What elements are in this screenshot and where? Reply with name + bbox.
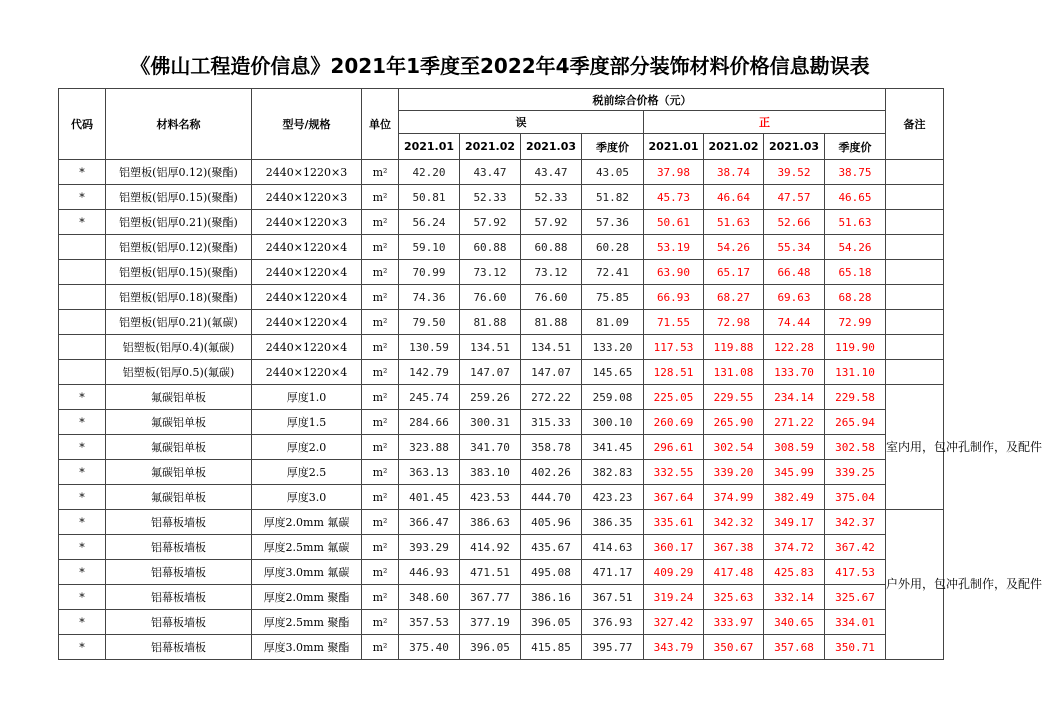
header-remark: 备注 (886, 89, 944, 160)
cell-correct-price: 55.34 (764, 235, 825, 260)
cell-correct-price: 265.94 (825, 410, 886, 435)
cell-spec: 2440×1220×4 (252, 335, 362, 360)
cell-correct-price: 74.44 (764, 310, 825, 335)
cell-wrong-price: 70.99 (399, 260, 460, 285)
cell-unit: m² (362, 585, 399, 610)
cell-correct-price: 342.37 (825, 510, 886, 535)
cell-wrong-price: 133.20 (582, 335, 644, 360)
cell-wrong-price: 134.51 (521, 335, 582, 360)
cell-correct-price: 409.29 (644, 560, 704, 585)
cell-unit: m² (362, 160, 399, 185)
cell-wrong-price: 396.05 (460, 635, 521, 660)
cell-material-name: 铝塑板(铝厚0.18)(聚酯) (106, 285, 252, 310)
cell-wrong-price: 363.13 (399, 460, 460, 485)
cell-code: * (59, 635, 106, 660)
table-row (59, 285, 944, 310)
header-spec: 型号/规格 (252, 89, 362, 160)
cell-wrong-price: 395.77 (582, 635, 644, 660)
cell-correct-price: 308.59 (764, 435, 825, 460)
cell-correct-price: 265.90 (704, 410, 764, 435)
cell-correct-price: 128.51 (644, 360, 704, 385)
cell-material-name: 氟碳铝单板 (106, 385, 252, 410)
cell-correct-price: 374.72 (764, 535, 825, 560)
cell-unit: m² (362, 335, 399, 360)
cell-remark-empty (886, 335, 944, 360)
cell-correct-price: 122.28 (764, 335, 825, 360)
cell-correct-price: 46.64 (704, 185, 764, 210)
cell-wrong-price: 435.67 (521, 535, 582, 560)
cell-material-name: 铝幕板墙板 (106, 585, 252, 610)
cell-wrong-price: 81.09 (582, 310, 644, 335)
table-row (59, 510, 944, 535)
cell-correct-price: 325.63 (704, 585, 764, 610)
cell-correct-price: 271.22 (764, 410, 825, 435)
header-price-group: 税前综合价格（元） (399, 89, 886, 111)
cell-unit: m² (362, 385, 399, 410)
cell-unit: m² (362, 185, 399, 210)
cell-spec: 2440×1220×4 (252, 260, 362, 285)
cell-wrong-price: 57.36 (582, 210, 644, 235)
cell-code: * (59, 535, 106, 560)
cell-correct-price: 66.48 (764, 260, 825, 285)
cell-spec: 厚度1.0 (252, 385, 362, 410)
cell-wrong-price: 43.47 (460, 160, 521, 185)
cell-correct-price: 54.26 (704, 235, 764, 260)
cell-wrong-price: 43.47 (521, 160, 582, 185)
cell-correct-price: 335.61 (644, 510, 704, 535)
table-body (59, 160, 1042, 660)
cell-wrong-price: 245.74 (399, 385, 460, 410)
cell-wrong-price: 74.36 (399, 285, 460, 310)
cell-material-name: 铝塑板(铝厚0.15)(聚酯) (106, 260, 252, 285)
cell-code: * (59, 160, 106, 185)
cell-material-name: 铝塑板(铝厚0.4)(氟碳) (106, 335, 252, 360)
cell-remark: 室内用，包冲孔制作，及配件 (886, 385, 944, 510)
cell-wrong-price: 130.59 (399, 335, 460, 360)
cell-wrong-price: 300.31 (460, 410, 521, 435)
header-code: 代码 (59, 89, 106, 160)
cell-correct-price: 367.42 (825, 535, 886, 560)
cell-code: * (59, 460, 106, 485)
page-title: 《佛山工程造价信息》2021年1季度至2022年4季度部分装饰材料价格信息勘误表 (130, 54, 870, 78)
cell-wrong-price: 414.92 (460, 535, 521, 560)
cell-spec: 厚度2.5mm 聚酯 (252, 610, 362, 635)
header-right: 正 (644, 111, 886, 134)
cell-wrong-price: 145.65 (582, 360, 644, 385)
cell-correct-price: 327.42 (644, 610, 704, 635)
cell-wrong-price: 142.79 (399, 360, 460, 385)
cell-correct-price: 133.70 (764, 360, 825, 385)
cell-wrong-price: 323.88 (399, 435, 460, 460)
cell-wrong-price: 446.93 (399, 560, 460, 585)
cell-correct-price: 333.97 (704, 610, 764, 635)
cell-wrong-price: 134.51 (460, 335, 521, 360)
cell-material-name: 铝塑板(铝厚0.15)(聚酯) (106, 185, 252, 210)
cell-correct-price: 117.53 (644, 335, 704, 360)
cell-material-name: 铝塑板(铝厚0.5)(氟碳) (106, 360, 252, 385)
cell-correct-price: 119.88 (704, 335, 764, 360)
cell-unit: m² (362, 210, 399, 235)
cell-code: * (59, 410, 106, 435)
table-row (59, 535, 944, 560)
table-row (59, 360, 944, 385)
cell-wrong-price: 386.16 (521, 585, 582, 610)
cell-spec: 厚度2.0mm 聚酯 (252, 585, 362, 610)
cell-correct-price: 302.54 (704, 435, 764, 460)
cell-unit: m² (362, 435, 399, 460)
cell-correct-price: 38.74 (704, 160, 764, 185)
errata-table (58, 88, 1042, 660)
cell-spec: 厚度2.5 (252, 460, 362, 485)
cell-material-name: 铝塑板(铝厚0.12)(聚酯) (106, 160, 252, 185)
table-row (59, 610, 944, 635)
cell-wrong-price: 79.50 (399, 310, 460, 335)
header-right-period: 2021.03 (764, 134, 825, 160)
cell-wrong-price: 415.85 (521, 635, 582, 660)
cell-correct-price: 71.55 (644, 310, 704, 335)
cell-correct-price: 360.17 (644, 535, 704, 560)
cell-correct-price: 39.52 (764, 160, 825, 185)
cell-material-name: 铝幕板墙板 (106, 510, 252, 535)
cell-correct-price: 65.17 (704, 260, 764, 285)
header-right-period: 2021.02 (704, 134, 764, 160)
cell-code: * (59, 560, 106, 585)
cell-remark-empty (886, 285, 944, 310)
cell-correct-price: 349.17 (764, 510, 825, 535)
table-row (59, 235, 944, 260)
cell-wrong-price: 377.19 (460, 610, 521, 635)
cell-wrong-price: 315.33 (521, 410, 582, 435)
cell-wrong-price: 386.35 (582, 510, 644, 535)
cell-remark-empty (886, 235, 944, 260)
cell-spec: 厚度2.0mm 氟碳 (252, 510, 362, 535)
cell-wrong-price: 81.88 (521, 310, 582, 335)
cell-wrong-price: 375.40 (399, 635, 460, 660)
cell-wrong-price: 272.22 (521, 385, 582, 410)
header-right-period: 季度价 (825, 134, 886, 160)
cell-correct-price: 229.58 (825, 385, 886, 410)
cell-code: * (59, 385, 106, 410)
cell-wrong-price: 401.45 (399, 485, 460, 510)
cell-spec: 2440×1220×3 (252, 160, 362, 185)
cell-correct-price: 46.65 (825, 185, 886, 210)
cell-correct-price: 131.10 (825, 360, 886, 385)
cell-spec: 厚度2.0 (252, 435, 362, 460)
cell-correct-price: 375.04 (825, 485, 886, 510)
cell-wrong-price: 402.26 (521, 460, 582, 485)
cell-code: * (59, 210, 106, 235)
cell-spec: 厚度1.5 (252, 410, 362, 435)
cell-correct-price: 319.24 (644, 585, 704, 610)
cell-wrong-price: 495.08 (521, 560, 582, 585)
cell-material-name: 铝塑板(铝厚0.21)(氟碳) (106, 310, 252, 335)
cell-wrong-price: 52.33 (460, 185, 521, 210)
table-row (59, 460, 944, 485)
cell-spec: 2440×1220×4 (252, 310, 362, 335)
cell-wrong-price: 42.20 (399, 160, 460, 185)
cell-correct-price: 425.83 (764, 560, 825, 585)
cell-wrong-price: 57.92 (521, 210, 582, 235)
cell-wrong-price: 367.51 (582, 585, 644, 610)
cell-correct-price: 225.05 (644, 385, 704, 410)
cell-wrong-price: 382.83 (582, 460, 644, 485)
cell-spec: 2440×1220×3 (252, 210, 362, 235)
cell-correct-price: 54.26 (825, 235, 886, 260)
cell-code (59, 285, 106, 310)
cell-unit: m² (362, 410, 399, 435)
header-wrong-period: 季度价 (582, 134, 644, 160)
cell-correct-price: 302.58 (825, 435, 886, 460)
cell-wrong-price: 423.23 (582, 485, 644, 510)
cell-correct-price: 296.61 (644, 435, 704, 460)
cell-code (59, 260, 106, 285)
cell-correct-price: 63.90 (644, 260, 704, 285)
table-row (59, 635, 944, 660)
cell-wrong-price: 366.47 (399, 510, 460, 535)
cell-remark-empty (886, 360, 944, 385)
cell-correct-price: 332.14 (764, 585, 825, 610)
cell-correct-price: 343.79 (644, 635, 704, 660)
cell-wrong-price: 75.85 (582, 285, 644, 310)
cell-correct-price: 38.75 (825, 160, 886, 185)
cell-unit: m² (362, 285, 399, 310)
cell-wrong-price: 57.92 (460, 210, 521, 235)
cell-correct-price: 51.63 (825, 210, 886, 235)
cell-wrong-price: 357.53 (399, 610, 460, 635)
cell-correct-price: 51.63 (704, 210, 764, 235)
cell-correct-price: 334.01 (825, 610, 886, 635)
cell-material-name: 氟碳铝单板 (106, 460, 252, 485)
cell-wrong-price: 73.12 (460, 260, 521, 285)
cell-spec: 2440×1220×4 (252, 360, 362, 385)
cell-unit: m² (362, 610, 399, 635)
cell-unit: m² (362, 510, 399, 535)
cell-code: * (59, 510, 106, 535)
cell-unit: m² (362, 560, 399, 585)
cell-wrong-price: 471.17 (582, 560, 644, 585)
cell-wrong-price: 386.63 (460, 510, 521, 535)
cell-spec: 2440×1220×4 (252, 235, 362, 260)
cell-correct-price: 45.73 (644, 185, 704, 210)
cell-remark-empty (886, 260, 944, 285)
header-unit: 单位 (362, 89, 399, 160)
cell-correct-price: 68.27 (704, 285, 764, 310)
cell-wrong-price: 348.60 (399, 585, 460, 610)
cell-correct-price: 374.99 (704, 485, 764, 510)
cell-remark: 户外用，包冲孔制作，及配件 (886, 510, 944, 660)
table-row (59, 210, 944, 235)
cell-material-name: 铝幕板墙板 (106, 535, 252, 560)
cell-correct-price: 350.67 (704, 635, 764, 660)
cell-wrong-price: 76.60 (460, 285, 521, 310)
cell-unit: m² (362, 235, 399, 260)
table-row (59, 585, 944, 610)
cell-wrong-price: 72.41 (582, 260, 644, 285)
cell-unit: m² (362, 635, 399, 660)
cell-correct-price: 50.61 (644, 210, 704, 235)
cell-remark-empty (886, 310, 944, 335)
header-wrong-period: 2021.02 (460, 134, 521, 160)
cell-material-name: 铝幕板墙板 (106, 635, 252, 660)
cell-wrong-price: 284.66 (399, 410, 460, 435)
cell-correct-price: 367.64 (644, 485, 704, 510)
cell-material-name: 氟碳铝单板 (106, 485, 252, 510)
table-row (59, 485, 944, 510)
cell-correct-price: 367.38 (704, 535, 764, 560)
cell-wrong-price: 376.93 (582, 610, 644, 635)
cell-spec: 2440×1220×3 (252, 185, 362, 210)
cell-wrong-price: 471.51 (460, 560, 521, 585)
cell-wrong-price: 43.05 (582, 160, 644, 185)
cell-remark-empty (886, 185, 944, 210)
table-row (59, 385, 944, 410)
cell-wrong-price: 56.24 (399, 210, 460, 235)
cell-wrong-price: 405.96 (521, 510, 582, 535)
cell-correct-price: 357.68 (764, 635, 825, 660)
cell-wrong-price: 52.33 (521, 185, 582, 210)
cell-correct-price: 260.69 (644, 410, 704, 435)
header-material-name: 材料名称 (106, 89, 252, 160)
cell-spec: 厚度3.0mm 聚酯 (252, 635, 362, 660)
cell-wrong-price: 393.29 (399, 535, 460, 560)
cell-unit: m² (362, 535, 399, 560)
cell-code: * (59, 185, 106, 210)
cell-wrong-price: 76.60 (521, 285, 582, 310)
cell-material-name: 铝塑板(铝厚0.21)(聚酯) (106, 210, 252, 235)
cell-unit: m² (362, 260, 399, 285)
cell-code: * (59, 485, 106, 510)
cell-wrong-price: 341.70 (460, 435, 521, 460)
cell-wrong-price: 51.82 (582, 185, 644, 210)
cell-wrong-price: 414.63 (582, 535, 644, 560)
cell-wrong-price: 423.53 (460, 485, 521, 510)
cell-material-name: 铝幕板墙板 (106, 610, 252, 635)
cell-code (59, 235, 106, 260)
cell-unit: m² (362, 310, 399, 335)
cell-material-name: 氟碳铝单板 (106, 435, 252, 460)
cell-correct-price: 417.48 (704, 560, 764, 585)
cell-wrong-price: 73.12 (521, 260, 582, 285)
cell-code (59, 310, 106, 335)
cell-wrong-price: 147.07 (521, 360, 582, 385)
cell-correct-price: 69.63 (764, 285, 825, 310)
cell-correct-price: 345.99 (764, 460, 825, 485)
table-row (59, 310, 944, 335)
cell-wrong-price: 367.77 (460, 585, 521, 610)
table-row (59, 260, 944, 285)
table-row (59, 435, 944, 460)
cell-wrong-price: 259.26 (460, 385, 521, 410)
cell-correct-price: 350.71 (825, 635, 886, 660)
cell-wrong-price: 60.88 (521, 235, 582, 260)
cell-code (59, 335, 106, 360)
cell-correct-price: 417.53 (825, 560, 886, 585)
cell-wrong-price: 341.45 (582, 435, 644, 460)
cell-correct-price: 340.65 (764, 610, 825, 635)
cell-wrong-price: 396.05 (521, 610, 582, 635)
cell-wrong-price: 300.10 (582, 410, 644, 435)
cell-correct-price: 339.20 (704, 460, 764, 485)
cell-correct-price: 229.55 (704, 385, 764, 410)
cell-correct-price: 119.90 (825, 335, 886, 360)
cell-correct-price: 37.98 (644, 160, 704, 185)
cell-correct-price: 68.28 (825, 285, 886, 310)
header-wrong-period: 2021.03 (521, 134, 582, 160)
cell-code (59, 360, 106, 385)
cell-wrong-price: 147.07 (460, 360, 521, 385)
cell-correct-price: 53.19 (644, 235, 704, 260)
cell-wrong-price: 81.88 (460, 310, 521, 335)
cell-correct-price: 342.32 (704, 510, 764, 535)
cell-correct-price: 325.67 (825, 585, 886, 610)
table-row (59, 335, 944, 360)
cell-spec: 厚度3.0 (252, 485, 362, 510)
table-row (59, 410, 944, 435)
cell-correct-price: 339.25 (825, 460, 886, 485)
cell-correct-price: 332.55 (644, 460, 704, 485)
cell-wrong-price: 444.70 (521, 485, 582, 510)
table-row (59, 560, 944, 585)
cell-code: * (59, 585, 106, 610)
cell-remark-empty (886, 210, 944, 235)
cell-material-name: 铝幕板墙板 (106, 560, 252, 585)
cell-correct-price: 72.99 (825, 310, 886, 335)
header-wrong-period: 2021.01 (399, 134, 460, 160)
table-row (59, 185, 944, 210)
cell-correct-price: 66.93 (644, 285, 704, 310)
cell-wrong-price: 50.81 (399, 185, 460, 210)
cell-correct-price: 382.49 (764, 485, 825, 510)
cell-correct-price: 234.14 (764, 385, 825, 410)
cell-remark-empty (886, 160, 944, 185)
cell-wrong-price: 358.78 (521, 435, 582, 460)
cell-unit: m² (362, 485, 399, 510)
cell-material-name: 氟碳铝单板 (106, 410, 252, 435)
cell-spec: 2440×1220×4 (252, 285, 362, 310)
cell-code: * (59, 610, 106, 635)
cell-wrong-price: 60.88 (460, 235, 521, 260)
header-right-period: 2021.01 (644, 134, 704, 160)
header-wrong: 误 (399, 111, 644, 134)
cell-correct-price: 131.08 (704, 360, 764, 385)
cell-wrong-price: 60.28 (582, 235, 644, 260)
cell-material-name: 铝塑板(铝厚0.12)(聚酯) (106, 235, 252, 260)
table-row (59, 160, 944, 185)
cell-wrong-price: 59.10 (399, 235, 460, 260)
cell-spec: 厚度3.0mm 氟碳 (252, 560, 362, 585)
cell-wrong-price: 259.08 (582, 385, 644, 410)
cell-correct-price: 52.66 (764, 210, 825, 235)
cell-correct-price: 65.18 (825, 260, 886, 285)
cell-wrong-price: 383.10 (460, 460, 521, 485)
cell-unit: m² (362, 360, 399, 385)
cell-spec: 厚度2.5mm 氟碳 (252, 535, 362, 560)
cell-correct-price: 72.98 (704, 310, 764, 335)
cell-unit: m² (362, 460, 399, 485)
cell-code: * (59, 435, 106, 460)
cell-correct-price: 47.57 (764, 185, 825, 210)
